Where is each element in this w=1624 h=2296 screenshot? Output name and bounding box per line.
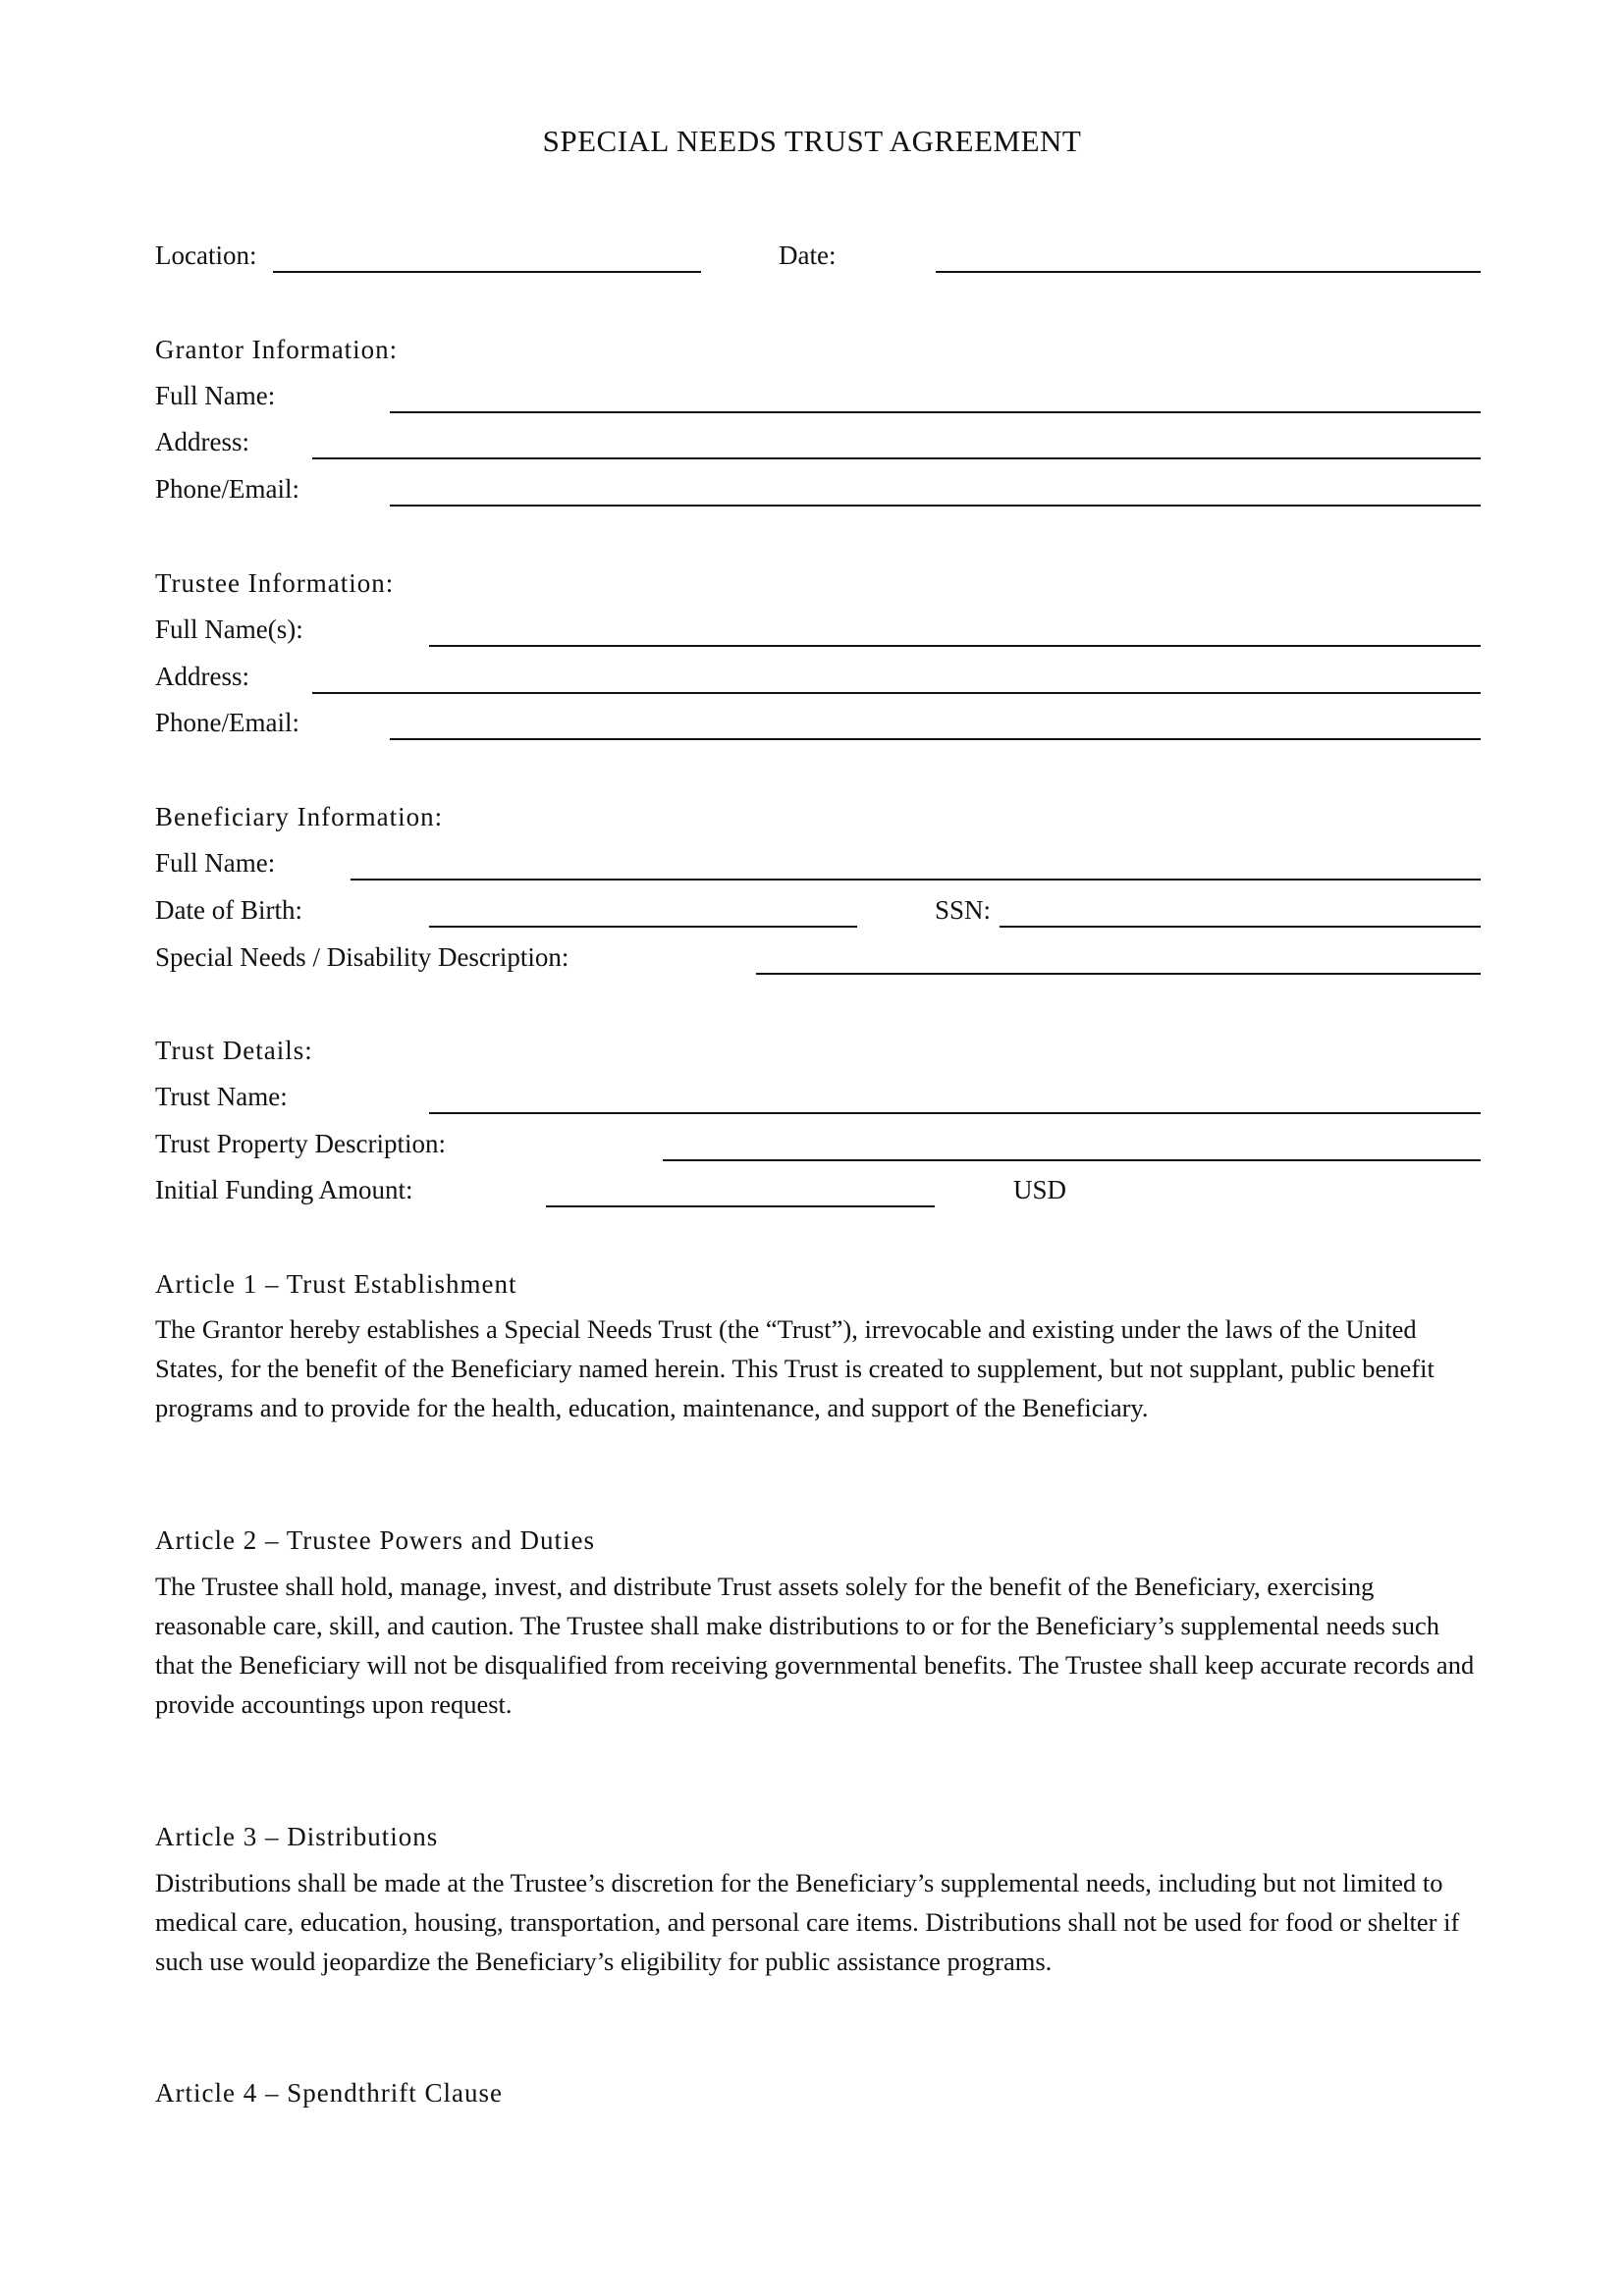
trust-name-label: Trust Name:: [155, 1082, 288, 1111]
grantor-full-name-field[interactable]: [390, 411, 1481, 413]
trust-property-field[interactable]: [663, 1159, 1481, 1161]
article-4-heading: Article 4 – Spendthrift Clause: [155, 2078, 503, 2108]
trustee-phone-email-label: Phone/Email:: [155, 708, 299, 737]
article-1-heading: Article 1 – Trust Establishment: [155, 1269, 517, 1299]
date-field[interactable]: [936, 271, 1481, 273]
article-2-heading: Article 2 – Trustee Powers and Duties: [155, 1525, 595, 1555]
grantor-phone-email-label: Phone/Email:: [155, 474, 299, 504]
article-3-heading: Article 3 – Distributions: [155, 1822, 439, 1851]
trust-name-field[interactable]: [429, 1112, 1481, 1114]
trustee-address-label: Address:: [155, 662, 249, 691]
article-2-body: The Trustee shall hold, manage, invest, and distribute Trust assets solely for the benefit of the Beneficiary, exercising reasonable care, skill, and caution. The Trustee shall make distributions to or for the Beneficiary’s supplemental needs such that the Beneficiary will not be disqualified from receiving governmental benefits. The Trustee shall keep accurate records and provide accountings upon request.: [155, 1572, 1475, 1719]
trust-property-label: Trust Property Description:: [155, 1129, 446, 1158]
location-field[interactable]: [273, 271, 701, 273]
trustee-address-field[interactable]: [312, 692, 1481, 694]
date-label: Date:: [779, 240, 837, 270]
beneficiary-dob-label: Date of Birth:: [155, 895, 302, 925]
beneficiary-full-name-field[interactable]: [351, 879, 1481, 881]
beneficiary-ssn-field[interactable]: [1000, 926, 1481, 928]
trustee-heading: Trustee Information:: [155, 568, 395, 598]
beneficiary-special-needs-field[interactable]: [756, 973, 1481, 975]
grantor-heading: Grantor Information:: [155, 335, 399, 364]
initial-funding-field[interactable]: [546, 1205, 935, 1207]
beneficiary-special-needs-label: Special Needs / Disability Description:: [155, 942, 569, 972]
document-title: SPECIAL NEEDS TRUST AGREEMENT: [542, 124, 1082, 158]
article-1-body: The Grantor hereby establishes a Special Needs Trust (the “Trust”), irrevocable and existing under the laws of the United States, for the benefit of the Beneficiary named herein. This Trust is created to supplement, but not supplant, public benefit programs and to provide for the health, education, maintenance, and support of the Beneficiary.: [155, 1314, 1435, 1422]
beneficiary-heading: Beneficiary Information:: [155, 802, 444, 831]
trustee-phone-email-field[interactable]: [390, 738, 1481, 740]
trustee-full-names-label: Full Name(s):: [155, 614, 303, 644]
location-label: Location:: [155, 240, 257, 270]
beneficiary-full-name-label: Full Name:: [155, 848, 276, 878]
beneficiary-ssn-label: SSN:: [935, 895, 992, 925]
article-3-body: Distributions shall be made at the Trustee’s discretion for the Beneficiary’s supplemental needs, including but not limited to medical care, education, housing, transportation, and personal care items. Distributions shall not be used for food or shelter if such use would jeopardize the Beneficiary’s eligibility for public assistance programs.: [155, 1868, 1460, 1976]
trustee-full-names-field[interactable]: [429, 645, 1481, 647]
grantor-address-label: Address:: [155, 427, 249, 456]
currency-label: USD: [1013, 1175, 1067, 1204]
initial-funding-label: Initial Funding Amount:: [155, 1175, 413, 1204]
grantor-phone-email-field[interactable]: [390, 505, 1481, 507]
grantor-address-field[interactable]: [312, 457, 1481, 459]
grantor-full-name-label: Full Name:: [155, 381, 276, 410]
trust-details-heading: Trust Details:: [155, 1036, 313, 1065]
beneficiary-dob-field[interactable]: [429, 926, 857, 928]
